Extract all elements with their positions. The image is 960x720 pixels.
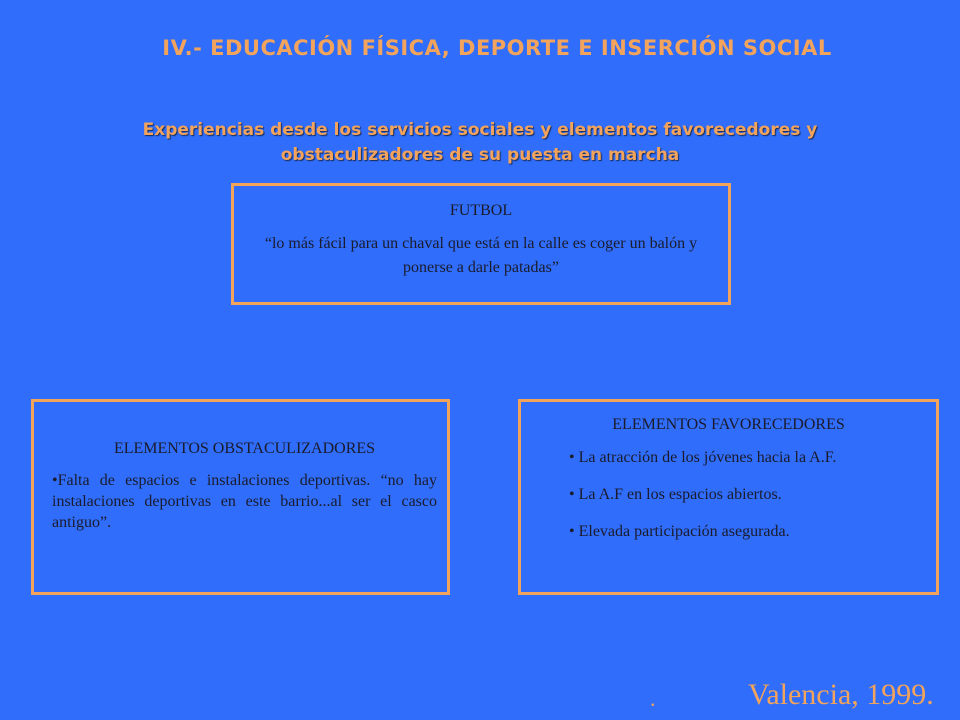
footer-dot: .	[650, 686, 656, 711]
obstaculizadores-box	[31, 399, 450, 595]
futbol-heading: FUTBOL	[449, 202, 513, 219]
favorecedores-item: • La A.F en los espacios abiertos.	[569, 486, 782, 503]
obstaculizadores-heading: ELEMENTOS OBSTACULIZADORES	[113, 440, 376, 457]
favorecedores-item: • La atracción de los jóvenes hacia la A.F.	[569, 449, 837, 466]
subtitle-line-2: obstaculizadores de su puesta en marcha	[280, 145, 680, 165]
favorecedores-heading: ELEMENTOS FAVORECEDORES	[612, 416, 845, 433]
favorecedores-box	[518, 399, 939, 595]
slide-title: IV.- EDUCACIÓN FÍSICA, DEPORTE E INSERCIÓN SOCIAL	[162, 36, 832, 60]
footer-citation: Valencia, 1999.	[748, 678, 934, 711]
subtitle-line-1: Experiencias desde los servicios sociales y elementos favorecedores y	[142, 120, 818, 140]
futbol-quote: “lo más fácil para un chaval que está en la calle es coger un balón y ponerse a darle patadas”	[264, 235, 698, 276]
futbol-box	[231, 183, 731, 305]
slide-subtitle	[40, 118, 920, 168]
favorecedores-item: • Elevada participación asegurada.	[569, 523, 790, 540]
obstaculizadores-text: •Falta de espacios e instalaciones deportivas. “no hay instalaciones deportivas en este barrio...al ser el casco antiguo”.	[52, 472, 437, 531]
